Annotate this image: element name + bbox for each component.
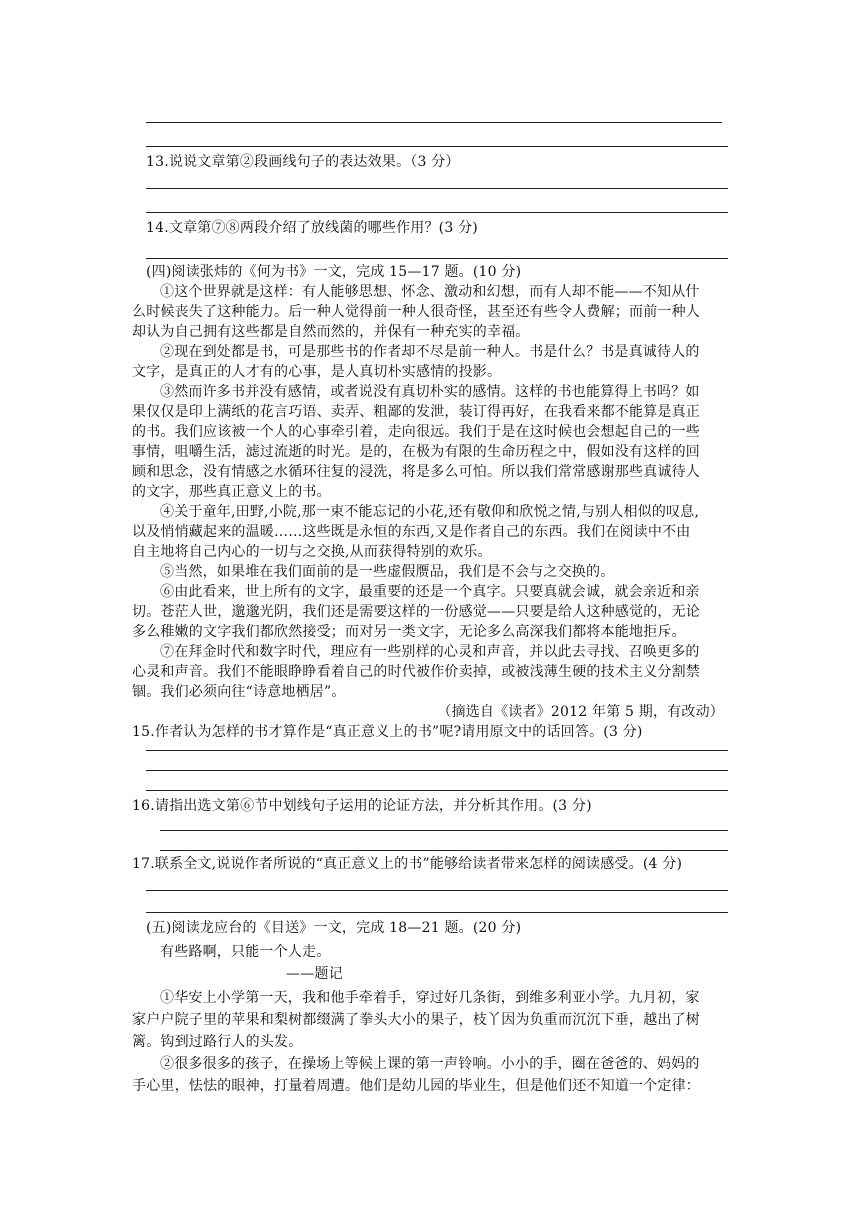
paragraph-line: 果仅仅是印上满纸的花言巧语、卖弄、粗鄙的发泄，装订得再好，在我看来都不能算是真正 [132, 404, 700, 420]
paragraph-line: 手心里，怯怯的眼神，打量着周遭。他们是幼儿园的毕业生，但是他们还不知道一个定律： [132, 1078, 700, 1094]
answer-line[interactable] [160, 850, 728, 851]
paragraph-line: ④关于童年,田野,小院,那一束不能忘记的小花,还有敬仰和欣悦之情,与别人相似的叹息, [160, 504, 700, 520]
section-heading: (五)阅读龙应台的《目送》一文，完成 18—21 题。(20 分) [146, 920, 522, 936]
section-heading: (四)阅读张炜的《何为书》一文，完成 15—17 题。(10 分) [146, 264, 522, 280]
answer-line[interactable] [146, 188, 728, 189]
paragraph-line: 么时候丧失了这种能力。后一种人觉得前一种人很奇怪，甚至还有些令人费解；而前一种人 [132, 304, 700, 320]
question-14: 14.文章第⑦⑧两段介绍了放线菌的哪些作用？(3 分) [146, 220, 478, 236]
paragraph-line: 却认为自己拥有这些都是自然而然的，并保有一种充实的幸福。 [132, 324, 530, 340]
paragraph-line: 锢。我们必须向往“诗意地栖居”。 [132, 684, 346, 700]
answer-line[interactable] [146, 890, 728, 891]
paragraph-line: ⑤当然，如果堆在我们面前的是一些虚假赝品，我们是不会与之交换的。 [160, 564, 615, 580]
paragraph-line: 顾和思念，没有情感之水循环往复的浸洗，将是多么可怕。所以我们常常感谢那些真诚待人 [132, 464, 700, 480]
answer-line[interactable] [146, 750, 728, 751]
epigraph: 有些路啊，只能一个人走。 [160, 944, 331, 960]
paragraph-line: ⑥由此看来，世上所有的文字，最重要的还是一个真字。只要真就会诚，就会亲近和亲 [160, 584, 700, 600]
answer-line[interactable] [160, 830, 728, 831]
paragraph-line: 篱。钩到过路行人的头发。 [132, 1034, 303, 1050]
source-citation: （摘选自《读者》2012 年第 5 期，有改动） [437, 704, 724, 720]
answer-line[interactable] [146, 790, 728, 791]
paragraph-line: 切。苍茫人世，邈邈光阴，我们还是需要这样的一份感觉——只要是给人这种感觉的，无论 [132, 604, 700, 620]
answer-line[interactable] [146, 146, 728, 147]
paragraph-line: ②很多很多的孩子，在操场上等候上课的第一声铃响。小小的手，圈在爸爸的、妈妈的 [160, 1056, 700, 1072]
answer-line[interactable] [146, 912, 728, 913]
paragraph-line: 心灵和声音。我们不能眼睁睁看着自己的时代被作价卖掉，或被浅薄生硬的技术主义分割禁 [132, 664, 700, 680]
paragraph-line: 家户户院子里的苹果和梨树都缀满了拳头大小的果子，枝丫因为负重而沉沉下垂，越出了树 [132, 1012, 700, 1028]
paragraph-line: 自主地将自己内心的一切与之交换,从而获得特别的欢乐。 [132, 544, 492, 560]
paragraph-line: 以及悄悄藏起来的温暖……这些既是永恒的东西,又是作者自己的东西。我们在阅读中不由 [132, 524, 691, 540]
question-16: 16.请指出选文第⑥节中划线句子运用的论证方法，并分析其作用。(3 分) [132, 798, 592, 814]
question-17: 17.联系全文,说说作者所说的“真正意义上的书”能够给读者带来怎样的阅读感受。(4 分) [132, 856, 683, 872]
paragraph-line: ③然而许多书并没有感情，或者说没有真切朴实的感情。这样的书也能算得上书吗？如 [160, 384, 700, 400]
paragraph-line: ①华安上小学第一天，我和他手牵着手，穿过好几条街，到维多利亚小学。九月初，家 [160, 990, 700, 1006]
paragraph-line: 的文字，那些真正意义上的书。 [132, 484, 331, 500]
answer-line[interactable] [146, 212, 728, 213]
paragraph-line: 文字，是真正的人才有的心事，是人真切朴实感情的投影。 [132, 364, 502, 380]
paragraph-line: ②现在到处都是书，可是那些书的作者却不尽是前一种人。书是什么？书是真诚待人的 [160, 344, 700, 360]
paragraph-line: 事情，咀嚼生活，滤过流逝的时光。是的，在极为有限的生命历程之中，假如没有这样的回 [132, 444, 700, 460]
paragraph-line: ①这个世界就是这样：有人能够思想、怀念、激动和幻想，而有人却不能——不知从什 [160, 284, 700, 300]
paragraph-line: ⑦在拜金时代和数字时代，理应有一些别样的心灵和声音，并以此去寻找、召唤更多的 [160, 644, 700, 660]
question-13: 13.说说文章第②段画线句子的表达效果。（3 分） [146, 154, 460, 170]
answer-line[interactable] [146, 258, 728, 259]
epigraph-signature: ——题记 [286, 966, 343, 982]
paragraph-line: 的书。我们应该被一个人的心事牵引着，走向很远。我们于是在这时候也会想起自己的一些 [132, 424, 700, 440]
question-15: 15.作者认为怎样的书才算作是“真正意义上的书”呢?请用原文中的话回答。(3 分) [132, 724, 643, 740]
paragraph-line: 多么稚嫩的文字我们都欣然接受；而对另一类文字，无论多么高深我们都将本能地拒斥。 [132, 624, 686, 640]
answer-line[interactable] [146, 122, 722, 123]
answer-line[interactable] [146, 770, 728, 771]
